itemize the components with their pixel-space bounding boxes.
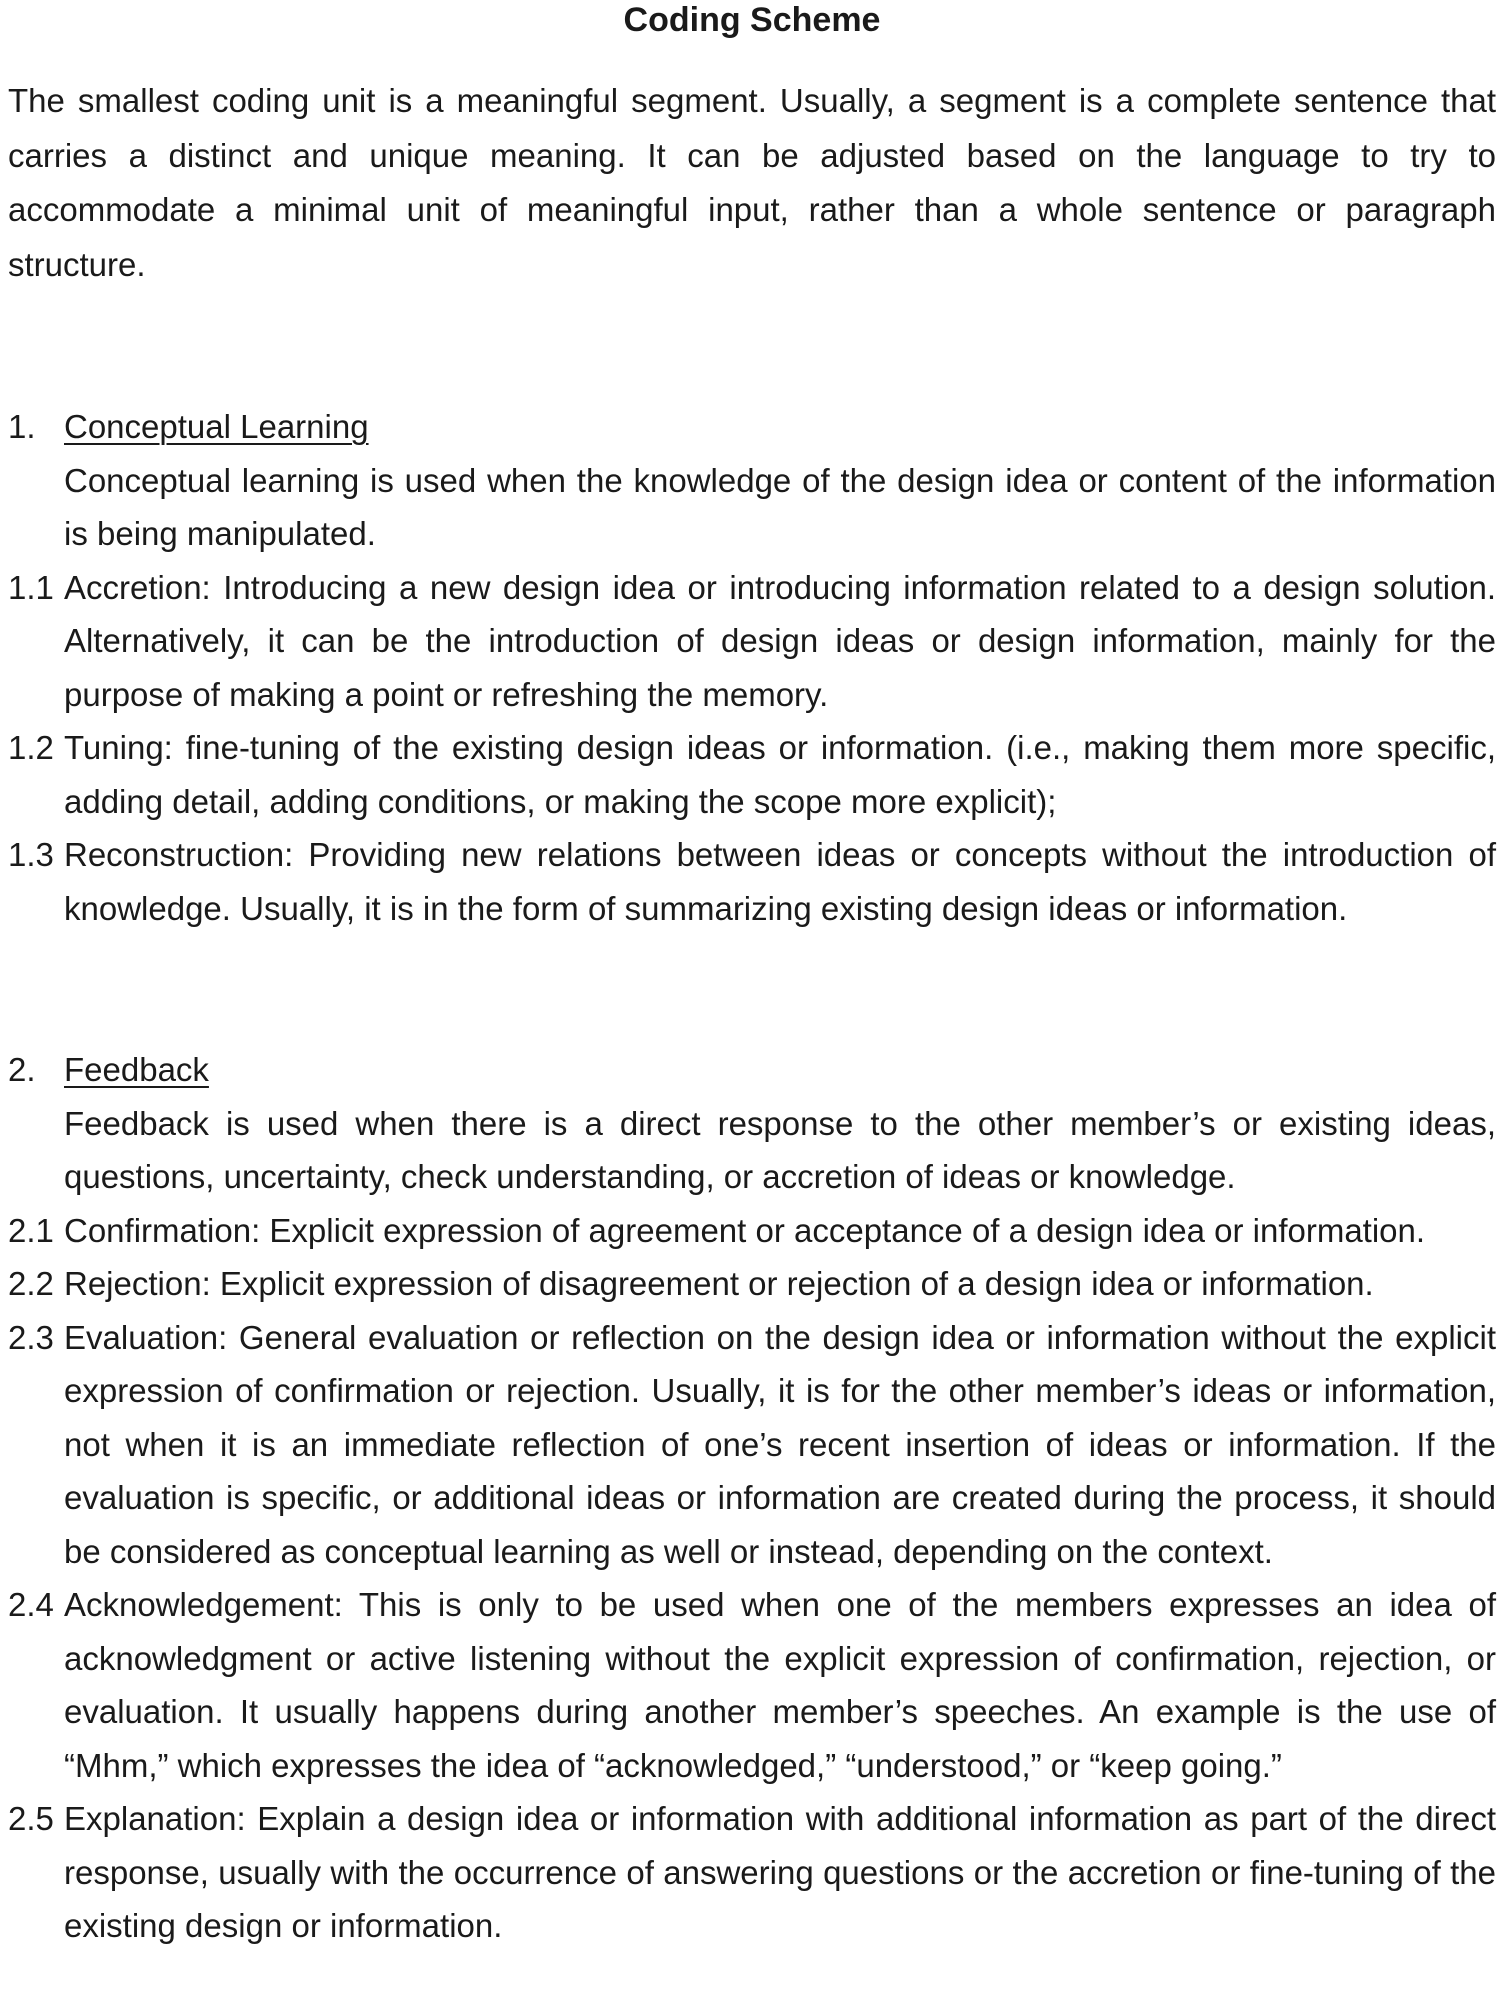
section-conceptual-learning [8,400,1496,935]
section-number: 1. [8,408,36,445]
item-text: Acknowledgement: This is only to be used when one of the members expresses an idea of acknowledgment or active listening without the explicit expression of confirmation, rejection, or evaluation. It usually happens during another member’s speeches. An example is the use of “Mhm,” which expresses the idea of “acknowledged,” “understood,” or “keep going.” [64,1586,1496,1784]
section-name: Feedback [64,1051,209,1088]
section-feedback [8,1043,1496,1953]
item-number: 2.3 [8,1318,54,1356]
item-text: Accretion: Introducing a new design idea or introducing information related to a design solution. Alternatively, it can be the introduction of design ideas or design information, mainly for the purpose of making a point or refreshing the memory. [64,568,1496,713]
item-text: Reconstruction: Providing new relations between ideas or concepts without the introduction of knowledge. Usually, it is in the form of summarizing existing design ideas or information. [64,836,1496,927]
document-page [8,0,1496,1953]
item-text: Tuning: fine-tuning of the existing design ideas or information. (i.e., making them more specific, adding detail, adding conditions, or making the scope more explicit); [64,729,1496,820]
section-description: Feedback is used when there is a direct response to the other member’s or existing ideas, questions, uncertainty, check understanding, or accretion of ideas or knowledge. [64,1104,1496,1195]
list-item-accretion [8,561,1496,722]
list-item-reconstruction [8,828,1496,935]
item-number: 2.2 [8,1265,54,1302]
item-number: 2.4 [8,1586,54,1623]
list-item-acknowledgement [8,1578,1496,1792]
list-item-evaluation [8,1311,1496,1579]
item-number: 2.1 [8,1211,54,1249]
list-item-explanation [8,1792,1496,1953]
document-title: Coding Scheme [623,1,881,39]
item-number: 1.3 [8,836,54,873]
section-number: 2. [8,1051,36,1088]
item-number: 1.1 [8,568,54,606]
section-description: Conceptual learning is used when the knowledge of the design idea or content of the information is being manipulated. [64,461,1496,552]
intro-paragraph: The smallest coding unit is a meaningful segment. Usually, a segment is a complete sentence that carries a distinct and unique meaning. It can be adjusted based on the language to try to accommodate a minimal unit of meaningful input, rather than a whole sentence or paragraph structure. [8,82,1496,283]
item-number: 2.5 [8,1800,54,1837]
section-heading [8,1043,1496,1097]
section-name: Conceptual Learning [64,408,369,445]
item-text: Confirmation: Explicit expression of agreement or acceptance of a design idea or information. [64,1211,1426,1249]
list-item-tuning [8,721,1496,828]
item-text: Rejection: Explicit expression of disagreement or rejection of a design idea or information. [64,1265,1374,1302]
list-item-rejection [8,1257,1496,1311]
item-number: 1.2 [8,729,54,766]
section-heading [8,400,1496,454]
list-item-confirmation [8,1204,1496,1258]
item-text: Evaluation: General evaluation or reflection on the design idea or information without the explicit expression of confirmation or rejection. Usually, it is for the other member’s ideas or information, not when it is an immediate reflection of one’s recent insertion of ideas or information. If the evaluation is specific, or additional ideas or information are created during the process, it should be considered as conceptual learning as well or instead, depending on the context. [64,1318,1496,1570]
item-text: Explanation: Explain a design idea or information with additional information as part of the direct response, usually with the occurrence of answering questions or the accretion or fine-tuning of the existing design or information. [64,1800,1496,1944]
